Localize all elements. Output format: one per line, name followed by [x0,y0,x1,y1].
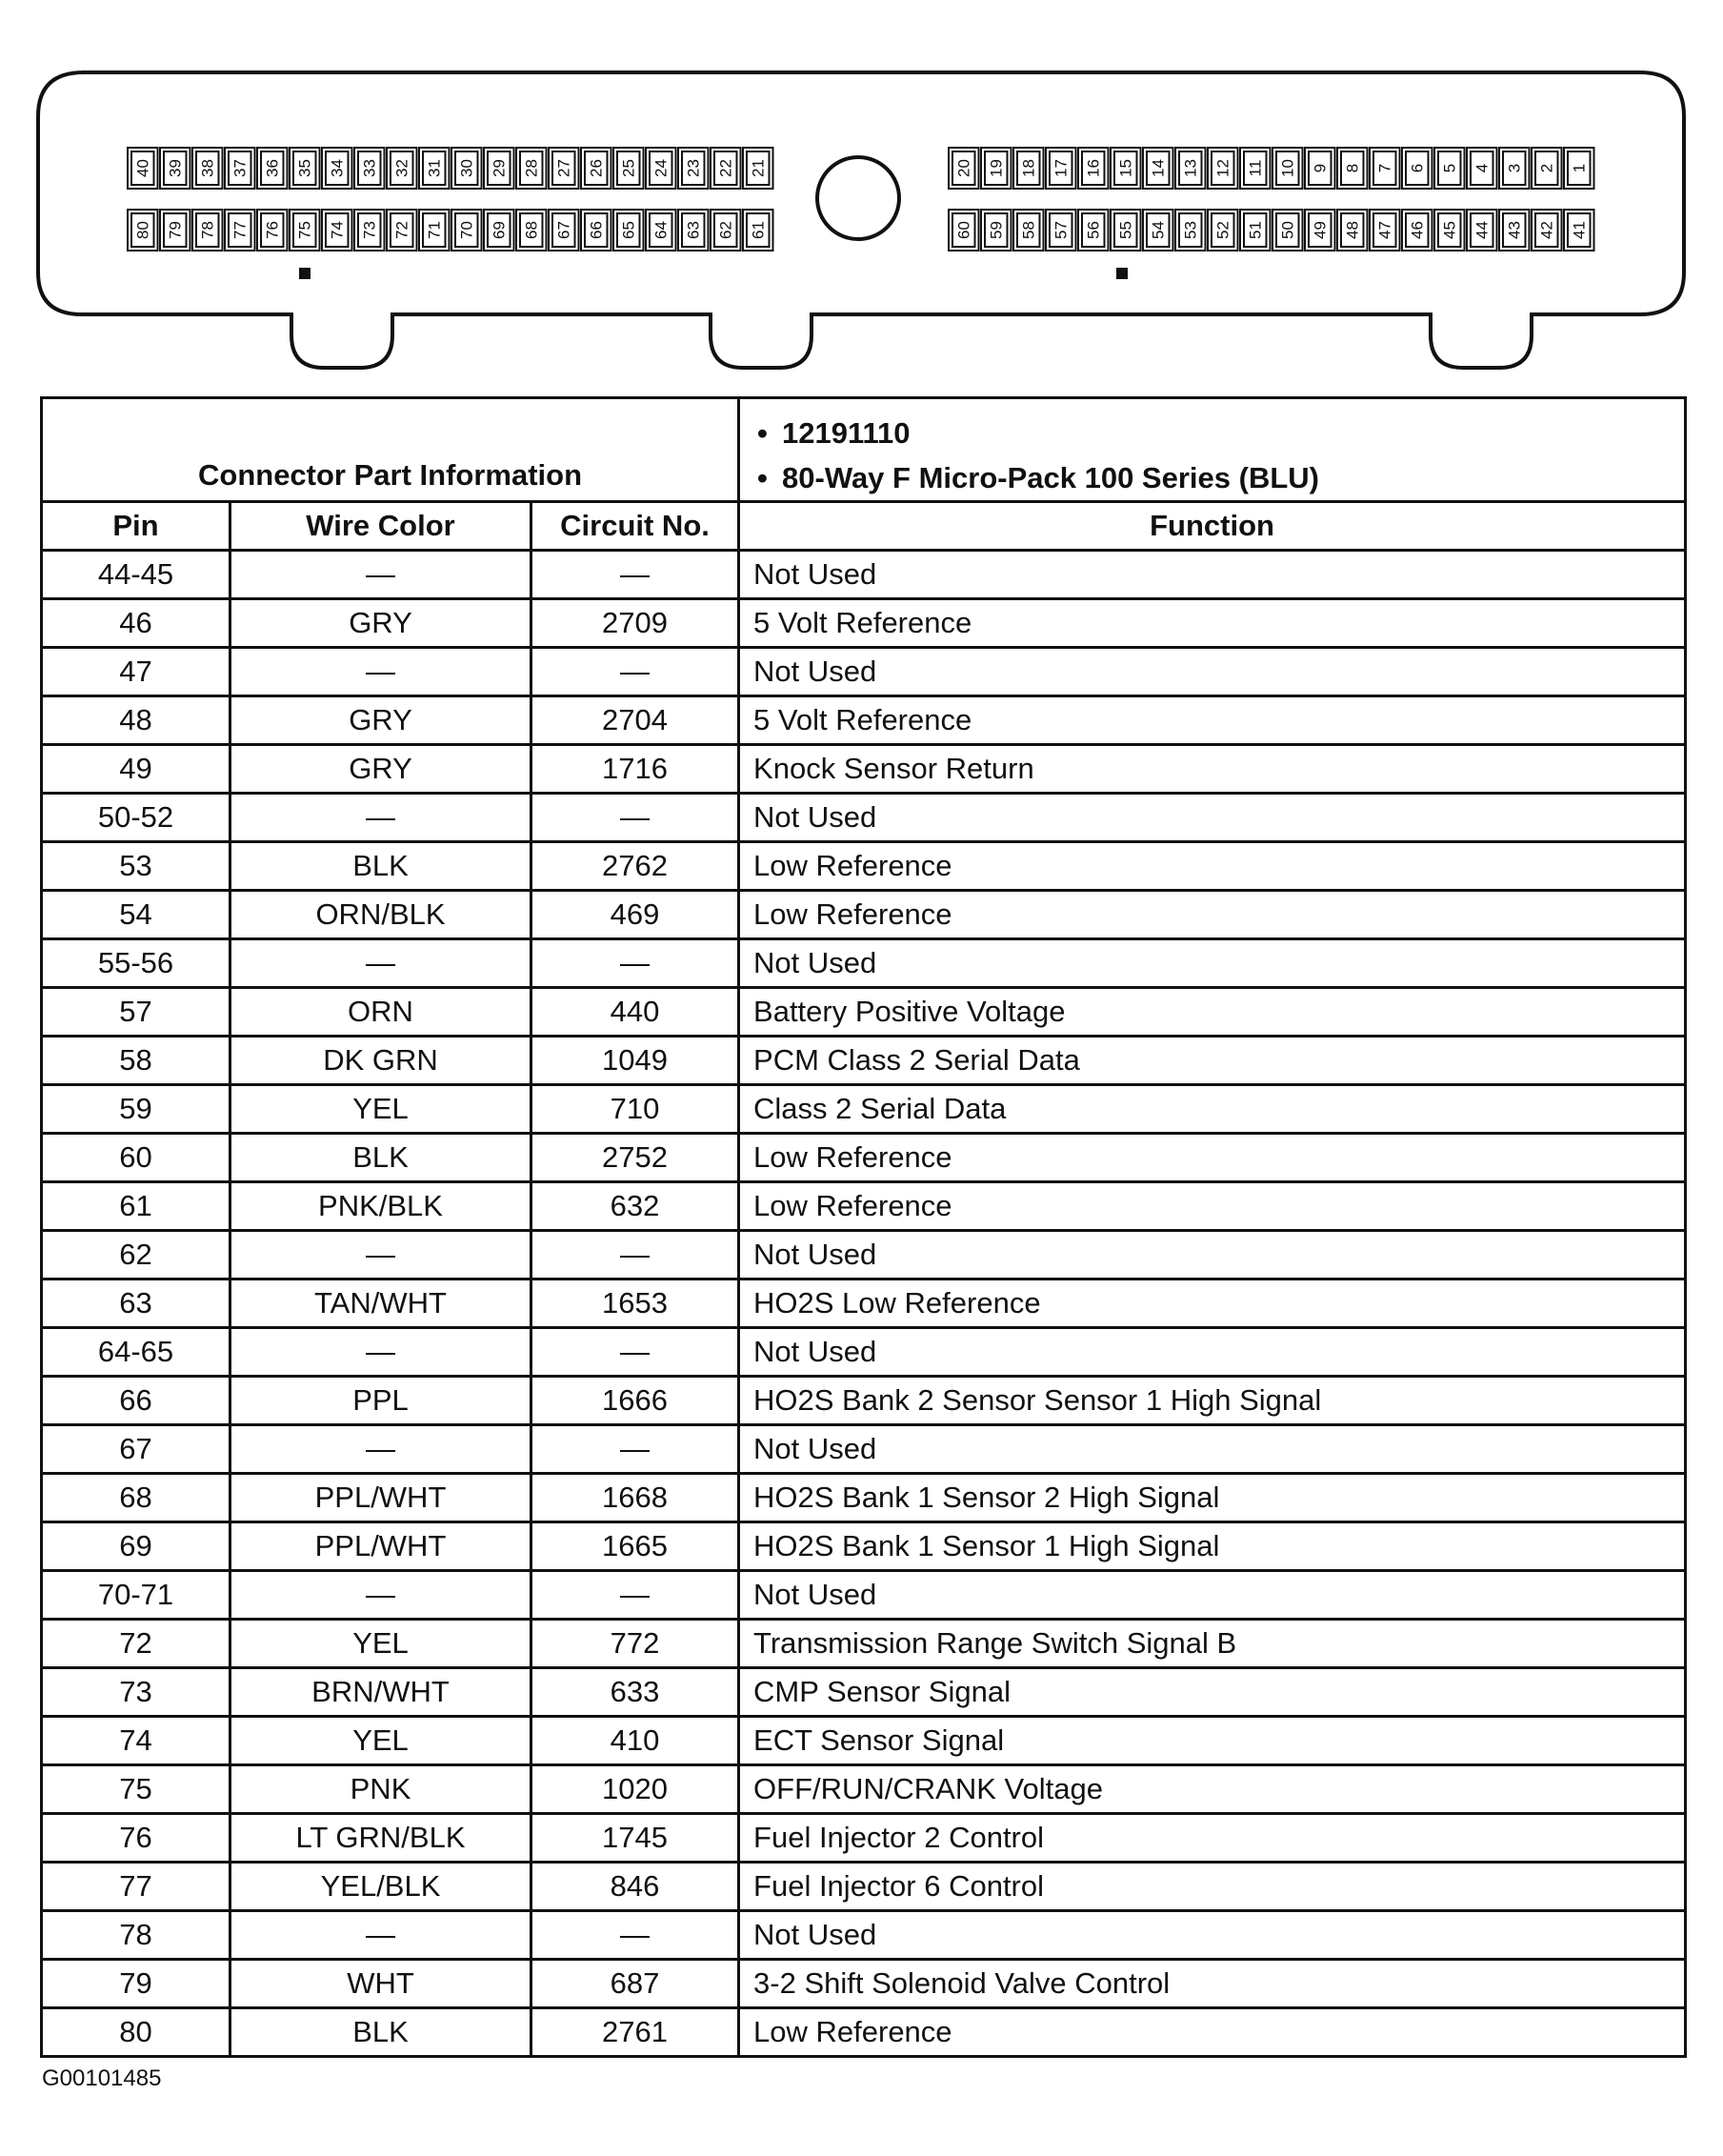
function-cell: HO2S Bank 1 Sensor 2 High Signal [739,1474,1686,1522]
pin-number: 30 [457,159,476,177]
pin-number: 62 [716,221,735,239]
function-cell: Not Used [739,1231,1686,1279]
table-row [42,1037,1686,1085]
pin-cell: 79 [42,1960,230,2008]
pin-number: 75 [295,221,314,239]
pin-number: 49 [1311,221,1330,239]
pin-number: 45 [1440,221,1459,239]
wire-color-cell: GRY [230,745,531,794]
circuit-cell: 440 [531,988,739,1037]
circuit-cell: 410 [531,1717,739,1765]
circuit-cell: 633 [531,1668,739,1717]
pin-cell: 72 [42,1620,230,1668]
function-cell: Not Used [739,648,1686,696]
table-row [42,794,1686,842]
pin-number: 14 [1149,159,1168,177]
pin-number: 73 [360,221,379,239]
function-cell: Low Reference [739,842,1686,891]
pin-cell: 46 [42,599,230,648]
circuit-cell: 1665 [531,1522,739,1571]
pin-number: 48 [1343,221,1362,239]
circuit-cell: 710 [531,1085,739,1134]
pin-cell: 48 [42,696,230,745]
circuit-cell: 2709 [531,599,739,648]
function-cell: Not Used [739,1328,1686,1377]
table-row [42,648,1686,696]
wire-color-cell: — [230,939,531,988]
pin-number: 18 [1019,159,1038,177]
pin-cell: 75 [42,1765,230,1814]
pin-number: 20 [954,159,973,177]
function-cell: Low Reference [739,1134,1686,1182]
pin-cell: 77 [42,1863,230,1911]
pin-number: 41 [1570,221,1589,239]
table-row [42,939,1686,988]
circuit-cell: — [531,794,739,842]
pin-cell: 62 [42,1231,230,1279]
pin-cell: 59 [42,1085,230,1134]
header-pin: Pin [42,502,230,551]
function-cell: Knock Sensor Return [739,745,1686,794]
pin-number: 34 [328,159,347,177]
pin-cell: 55-56 [42,939,230,988]
wire-color-cell: YEL/BLK [230,1863,531,1911]
wire-color-cell: ORN/BLK [230,891,531,939]
circuit-cell: 632 [531,1182,739,1231]
pin-number: 7 [1375,163,1394,173]
function-cell: Not Used [739,1911,1686,1960]
pin-number: 33 [360,159,379,177]
wire-color-cell: ORN [230,988,531,1037]
pin-number: 3 [1505,163,1524,173]
wire-color-cell: PNK/BLK [230,1182,531,1231]
wire-color-cell: GRY [230,696,531,745]
circuit-cell: — [531,1328,739,1377]
pin-number: 60 [954,221,973,239]
wire-color-cell: — [230,648,531,696]
table-row [42,1620,1686,1668]
function-cell: Class 2 Serial Data [739,1085,1686,1134]
pin-number: 32 [392,159,411,177]
table-row [42,1571,1686,1620]
pin-number: 25 [619,159,638,177]
function-cell: CMP Sensor Signal [739,1668,1686,1717]
circuit-cell: — [531,939,739,988]
pin-number: 24 [651,159,671,177]
pin-number: 69 [490,221,509,239]
pin-number: 35 [295,159,314,177]
pin-number: 16 [1084,159,1103,177]
table-row [42,1765,1686,1814]
pin-cell: 61 [42,1182,230,1231]
function-cell: HO2S Bank 1 Sensor 1 High Signal [739,1522,1686,1571]
wire-color-cell: — [230,1911,531,1960]
function-cell: Not Used [739,1425,1686,1474]
wire-color-cell: PPL/WHT [230,1522,531,1571]
pin-cell: 80 [42,2008,230,2057]
pin-number: 17 [1052,159,1071,177]
pin-cell: 58 [42,1037,230,1085]
table-row [42,1085,1686,1134]
table-row [42,1960,1686,2008]
pin-number: 12 [1213,159,1232,177]
function-cell: Low Reference [739,1182,1686,1231]
pin-number: 64 [651,221,671,239]
wire-color-cell: GRY [230,599,531,648]
wire-color-cell: TAN/WHT [230,1279,531,1328]
pin-cell: 73 [42,1668,230,1717]
table-row [42,1182,1686,1231]
pin-number: 11 [1246,159,1265,177]
connector-description: • 80-Way F Micro-Pack 100 Series (BLU) [782,455,1684,500]
pin-number: 21 [749,159,768,177]
function-cell: Fuel Injector 6 Control [739,1863,1686,1911]
table-row [42,551,1686,599]
table-row [42,1328,1686,1377]
pin-number: 6 [1408,163,1427,173]
pin-number: 57 [1052,221,1071,239]
function-cell: HO2S Low Reference [739,1279,1686,1328]
pin-number: 74 [328,221,347,239]
header-wire-color: Wire Color [230,502,531,551]
header-row [42,502,1686,551]
pin-number: 65 [619,221,638,239]
function-cell: Not Used [739,794,1686,842]
pin-number: 51 [1246,221,1265,239]
pin-cell: 78 [42,1911,230,1960]
center-locator-circle [817,157,899,239]
pin-cell: 53 [42,842,230,891]
table-row [42,1231,1686,1279]
pinout-table [40,396,1687,2058]
table-row [42,1134,1686,1182]
wire-color-cell: YEL [230,1620,531,1668]
wire-color-cell: — [230,1328,531,1377]
pin-number: 44 [1473,221,1492,239]
pin-number: 43 [1505,221,1524,239]
pin-number: 55 [1116,221,1135,239]
circuit-cell: 687 [531,1960,739,2008]
circuit-cell: 2704 [531,696,739,745]
wire-color-cell: YEL [230,1085,531,1134]
pin-number: 31 [425,159,444,177]
circuit-cell: 2752 [531,1134,739,1182]
table-row [42,2008,1686,2057]
pin-number: 39 [166,159,185,177]
pin-grid [128,148,1594,251]
table-row [42,842,1686,891]
wire-color-cell: PPL [230,1377,531,1425]
function-cell: 3-2 Shift Solenoid Valve Control [739,1960,1686,2008]
function-cell: Not Used [739,551,1686,599]
function-cell: Low Reference [739,891,1686,939]
wire-color-cell: BLK [230,2008,531,2057]
pin-cell: 74 [42,1717,230,1765]
pin-number: 9 [1311,163,1330,173]
pin-cell: 70-71 [42,1571,230,1620]
connector-info-row [42,398,1686,502]
circuit-cell: 469 [531,891,739,939]
pin-number: 58 [1019,221,1038,239]
pin-number: 29 [490,159,509,177]
right-polarization-mark [1116,268,1128,279]
wire-color-cell: — [230,1231,531,1279]
wire-color-cell: PPL/WHT [230,1474,531,1522]
pin-cell: 54 [42,891,230,939]
table-row [42,1911,1686,1960]
pin-number: 59 [987,221,1006,239]
pin-number: 66 [587,221,606,239]
function-cell: Not Used [739,939,1686,988]
table-row [42,599,1686,648]
pin-number: 77 [230,221,250,239]
header-function: Function [739,502,1686,551]
circuit-cell: — [531,1231,739,1279]
pin-number: 19 [987,159,1006,177]
pin-number: 63 [684,221,703,239]
pin-number: 61 [749,221,768,239]
pin-number: 53 [1181,221,1200,239]
function-cell: Transmission Range Switch Signal B [739,1620,1686,1668]
table-row [42,1522,1686,1571]
part-number: • 12191110 [782,411,1684,455]
pin-cell: 57 [42,988,230,1037]
function-cell: Low Reference [739,2008,1686,2057]
table-row [42,1474,1686,1522]
pin-cell: 66 [42,1377,230,1425]
pin-cell: 63 [42,1279,230,1328]
pin-number: 4 [1473,163,1492,173]
table-row [42,1377,1686,1425]
pin-cell: 64-65 [42,1328,230,1377]
function-cell: Fuel Injector 2 Control [739,1814,1686,1863]
pin-cell: 50-52 [42,794,230,842]
pin-number: 36 [263,159,282,177]
pin-number: 38 [198,159,217,177]
pin-number: 68 [522,221,541,239]
wire-color-cell: — [230,1425,531,1474]
pin-cell: 67 [42,1425,230,1474]
info-heading: Connector Part Information [42,398,739,502]
circuit-cell: — [531,1571,739,1620]
pin-number: 10 [1278,159,1297,177]
pin-cell: 44-45 [42,551,230,599]
pin-number: 56 [1084,221,1103,239]
pin-number: 54 [1149,221,1168,239]
pin-cell: 60 [42,1134,230,1182]
pin-number: 27 [554,159,573,177]
table-row [42,1863,1686,1911]
pin-number: 80 [133,221,152,239]
circuit-cell: 772 [531,1620,739,1668]
function-cell: 5 Volt Reference [739,599,1686,648]
wire-color-cell: BLK [230,1134,531,1182]
pin-cell: 76 [42,1814,230,1863]
info-items [739,398,1686,502]
circuit-cell: — [531,1911,739,1960]
pin-number: 28 [522,159,541,177]
pin-number: 22 [716,159,735,177]
pin-number: 26 [587,159,606,177]
pin-cell: 47 [42,648,230,696]
pin-number: 23 [684,159,703,177]
table-row [42,1279,1686,1328]
pin-number: 15 [1116,159,1135,177]
circuit-cell: — [531,648,739,696]
function-cell: OFF/RUN/CRANK Voltage [739,1765,1686,1814]
pin-number: 76 [263,221,282,239]
wire-color-cell: PNK [230,1765,531,1814]
pin-number: 8 [1343,163,1362,173]
circuit-cell: 2761 [531,2008,739,2057]
wire-color-cell: BLK [230,842,531,891]
pin-number: 1 [1570,163,1589,173]
circuit-cell: 1716 [531,745,739,794]
function-cell: Not Used [739,1571,1686,1620]
circuit-cell: — [531,1425,739,1474]
wire-color-cell: — [230,551,531,599]
pin-number: 37 [230,159,250,177]
wire-color-cell: YEL [230,1717,531,1765]
connector-diagram [0,0,1723,381]
circuit-cell: 1666 [531,1377,739,1425]
circuit-cell: 846 [531,1863,739,1911]
wire-color-cell: DK GRN [230,1037,531,1085]
circuit-cell: — [531,551,739,599]
function-cell: HO2S Bank 2 Sensor Sensor 1 High Signal [739,1377,1686,1425]
circuit-cell: 2762 [531,842,739,891]
pin-number: 78 [198,221,217,239]
function-cell: PCM Class 2 Serial Data [739,1037,1686,1085]
pin-cell: 49 [42,745,230,794]
pin-number: 50 [1278,221,1297,239]
circuit-cell: 1020 [531,1765,739,1814]
table-row [42,745,1686,794]
left-polarization-mark [299,268,311,279]
table-row [42,696,1686,745]
wire-color-cell: LT GRN/BLK [230,1814,531,1863]
table-row [42,1425,1686,1474]
pin-number: 5 [1440,163,1459,173]
pin-number: 70 [457,221,476,239]
table-row [42,1668,1686,1717]
figure-id: G00101485 [42,2065,162,2091]
circuit-cell: 1668 [531,1474,739,1522]
pin-number: 67 [554,221,573,239]
header-circuit-no: Circuit No. [531,502,739,551]
pin-number: 46 [1408,221,1427,239]
pin-number: 13 [1181,159,1200,177]
wire-color-cell: — [230,1571,531,1620]
circuit-cell: 1049 [531,1037,739,1085]
pin-number: 47 [1375,221,1394,239]
pin-number: 40 [133,159,152,177]
function-cell: 5 Volt Reference [739,696,1686,745]
pin-number: 42 [1537,221,1556,239]
circuit-cell: 1745 [531,1814,739,1863]
wire-color-cell: WHT [230,1960,531,2008]
pin-number: 71 [425,221,444,239]
table-row [42,1814,1686,1863]
pin-number: 2 [1537,163,1556,173]
table-row [42,891,1686,939]
function-cell: Battery Positive Voltage [739,988,1686,1037]
pin-cell: 69 [42,1522,230,1571]
function-cell: ECT Sensor Signal [739,1717,1686,1765]
pin-cell: 68 [42,1474,230,1522]
table-row [42,988,1686,1037]
circuit-cell: 1653 [531,1279,739,1328]
table-row [42,1717,1686,1765]
wire-color-cell: BRN/WHT [230,1668,531,1717]
pin-number: 72 [392,221,411,239]
pin-number: 79 [166,221,185,239]
wire-color-cell: — [230,794,531,842]
pin-number: 52 [1213,221,1232,239]
